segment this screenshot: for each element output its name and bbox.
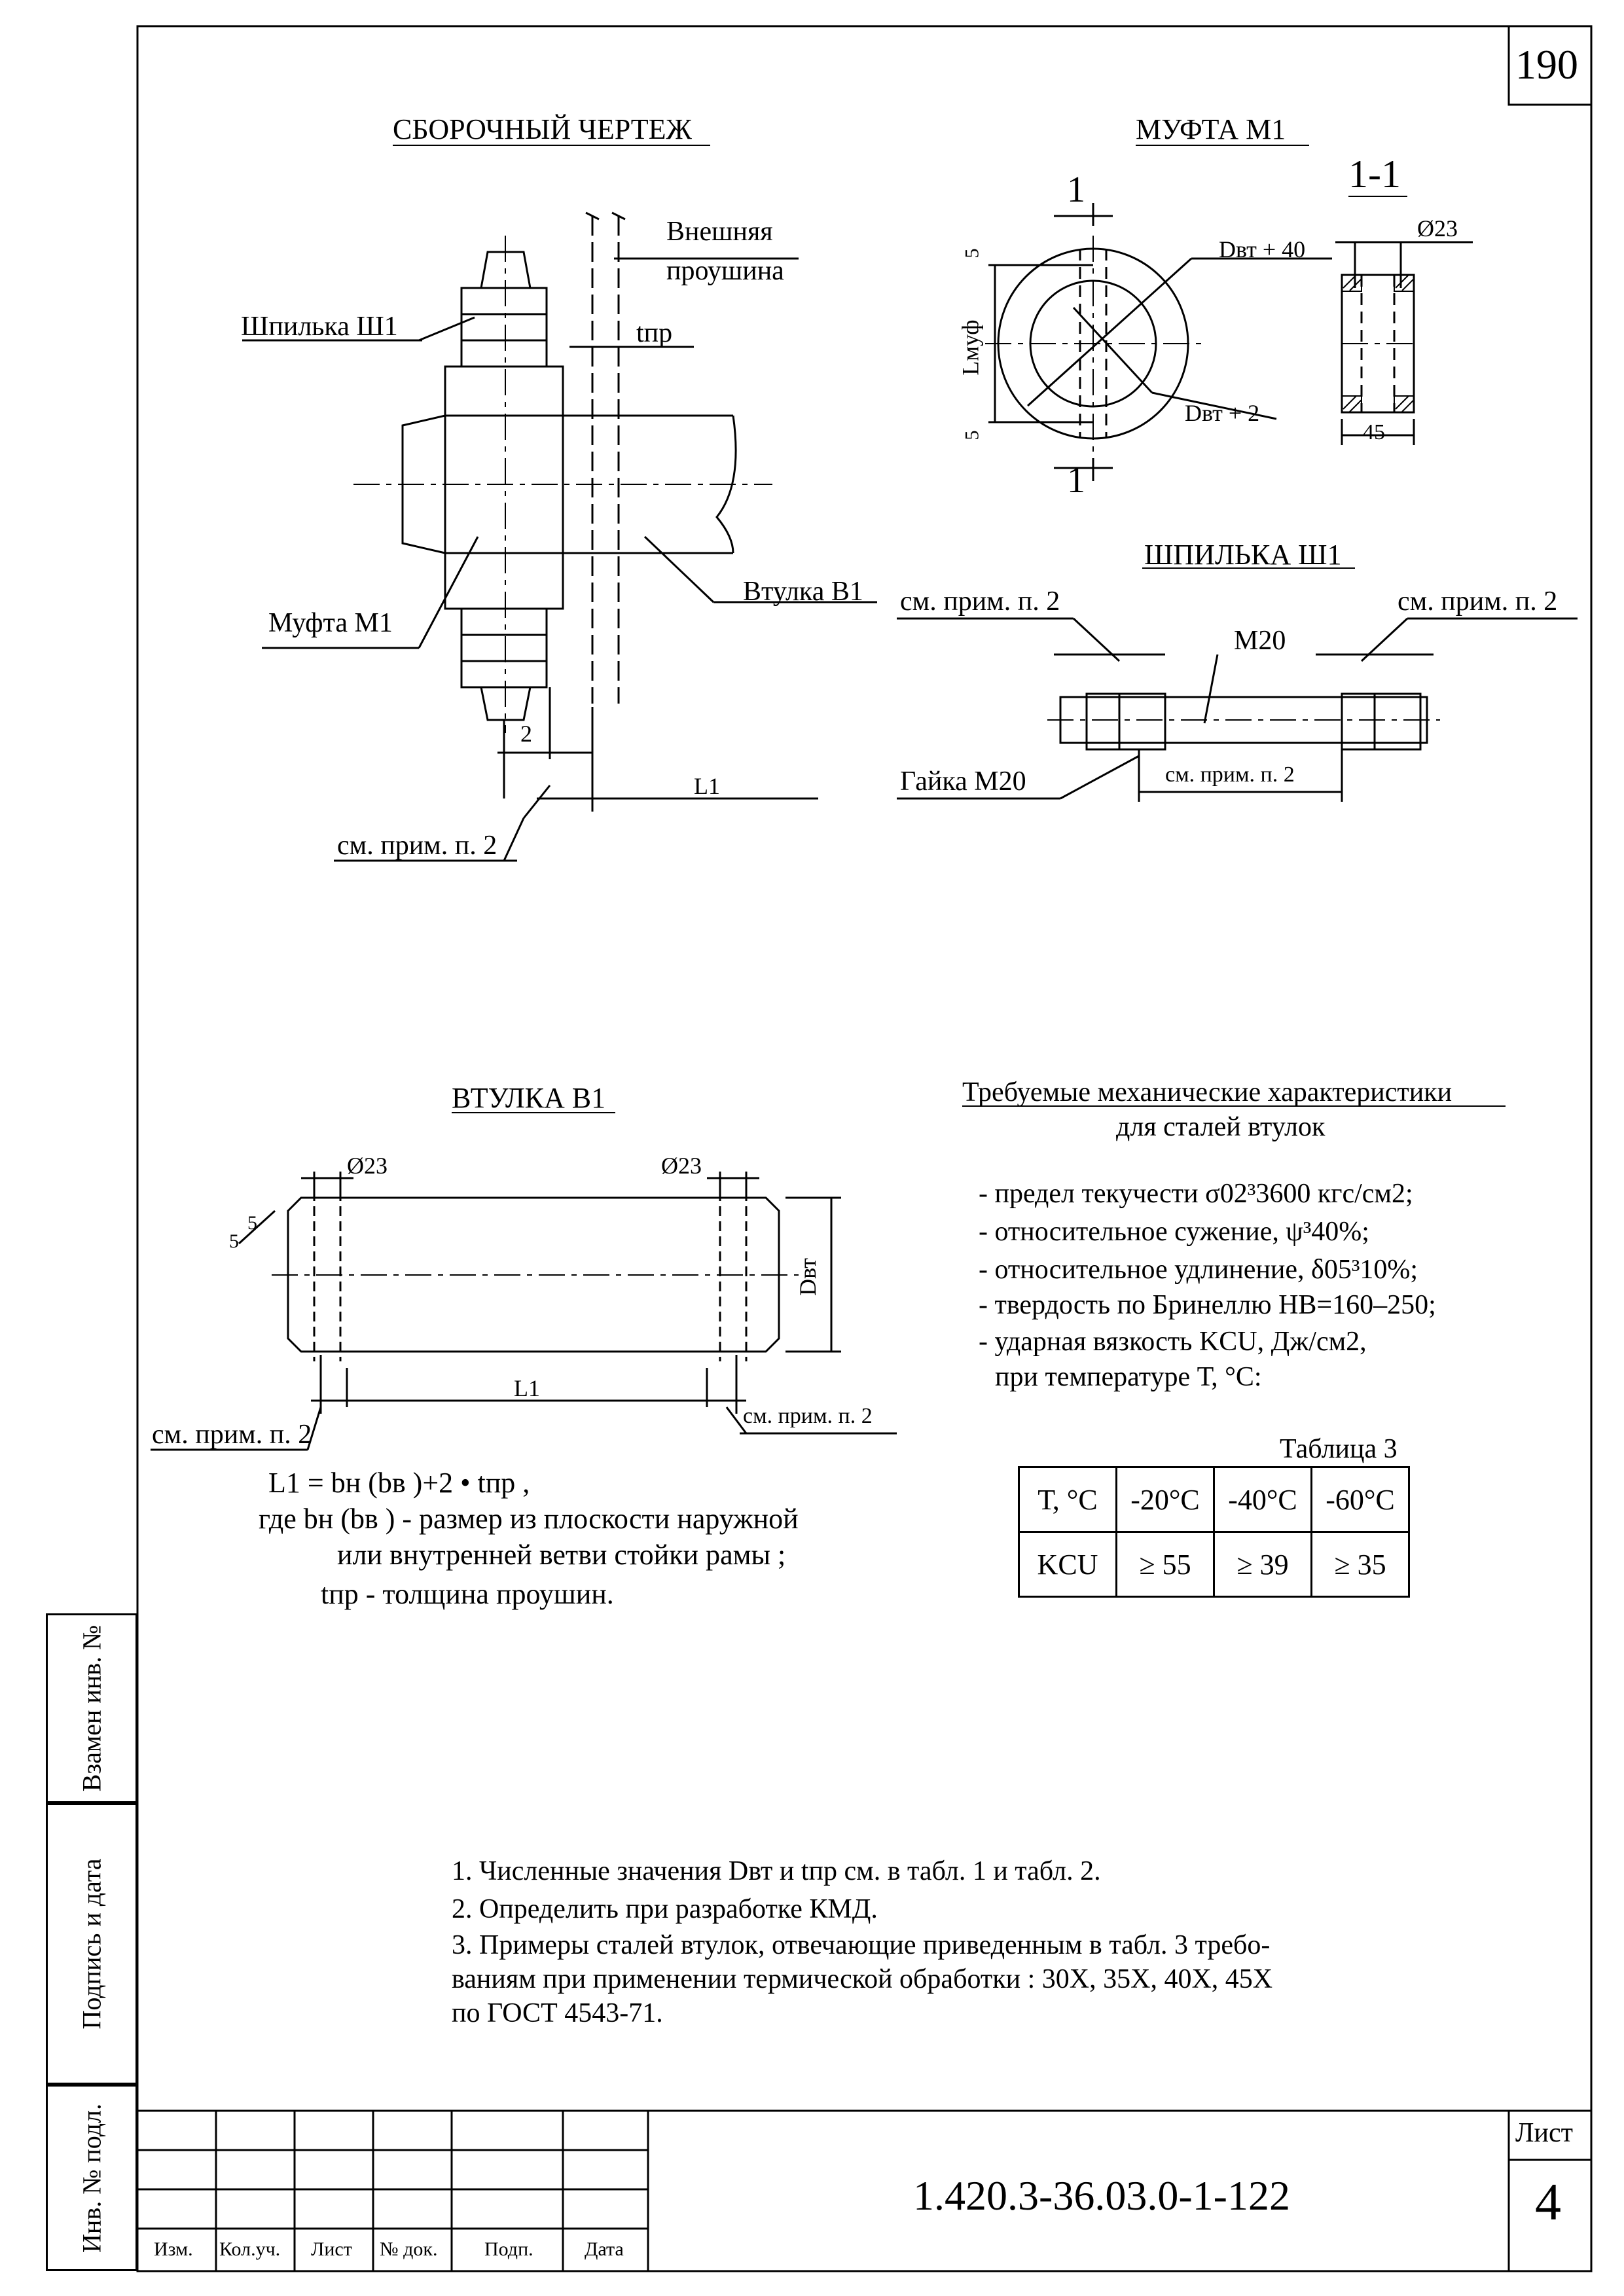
stud-note-right: см. прим. п. 2: [1398, 586, 1558, 617]
assembly-title: СБОРОЧНЫЙ ЧЕРТЕЖ: [393, 113, 692, 145]
formula-line-3: или внутренней ветви стойки рамы ;: [337, 1539, 786, 1571]
dim-l1: L1: [694, 773, 720, 799]
stud-note-left: см. прим. п. 2: [900, 586, 1060, 617]
dim-2: 2: [520, 721, 532, 747]
tb-col-izm: Изм.: [154, 2238, 193, 2260]
table-cell: -20°С: [1117, 1467, 1214, 1532]
mech-item-3: - относительное удлинение, δ05³10%;: [979, 1255, 1418, 1285]
title-underlines: [393, 145, 1506, 1113]
note-3: 3. Примеры сталей втулок, отвечающие приведенным в табл. 3 требо-: [452, 1930, 1271, 1960]
mech-item-4: - твердость по Бринеллю НВ=160–250;: [979, 1290, 1436, 1320]
table-cell: Т, °С: [1019, 1467, 1117, 1532]
assembly-note-ref: см. прим. п. 2: [337, 831, 497, 861]
table-cell: -40°С: [1214, 1467, 1312, 1532]
stamp-inv: [46, 2085, 137, 2271]
bushing-note-right: см. прим. п. 2: [743, 1404, 873, 1428]
doc-code: 1.420.3-36.03.0-1-122: [913, 2172, 1290, 2219]
hole-dia: Ø23: [1417, 215, 1458, 242]
stud-thread: М20: [1234, 626, 1286, 656]
width-45: 45: [1363, 420, 1385, 444]
coupling-title: МУФТА М1: [1136, 113, 1286, 145]
outer-lug-label-2: проушина: [666, 256, 784, 286]
d-outer: Dвт + 40: [1219, 236, 1306, 262]
cut-mark-top: 1: [1067, 170, 1085, 210]
stamp-inv-label: Инв. № подл.: [77, 2103, 107, 2253]
tpr-label: tпр: [636, 318, 673, 348]
coupling-label: Муфта М1: [268, 608, 393, 638]
note-1: 1. Численные значения Dвт и tпр см. в табл. 1 и табл. 2.: [452, 1856, 1101, 1886]
table-row: [1019, 1532, 1409, 1597]
mech-title-2: для сталей втулок: [1116, 1112, 1326, 1142]
mech-title-1: Требуемые механические характеристики: [962, 1077, 1453, 1107]
tb-col-kol: Кол.уч.: [219, 2238, 281, 2260]
mech-item-5: - ударная вязкость KCU, Дж/см2,: [979, 1327, 1367, 1357]
note-5: по ГОСТ 4543-71.: [452, 1998, 663, 2028]
mech-item-6: при температуре Т, °С:: [995, 1362, 1262, 1392]
stamp-replace: [46, 1613, 137, 1803]
l-muf: Lмуф: [957, 319, 984, 376]
table3-caption: Таблица 3: [1280, 1434, 1398, 1464]
dim-5-top: 5: [961, 248, 983, 259]
formula-line-4: tпр - толщина проушин.: [321, 1578, 614, 1610]
stamp-sign: [46, 1803, 137, 2085]
stud-note-bottom: см. прим. п. 2: [1165, 762, 1295, 787]
assembly-drawing: [242, 213, 877, 861]
note-2: 2. Определить при разработке КМД.: [452, 1894, 878, 1924]
bushing-note-left: см. прим. п. 2: [152, 1420, 312, 1450]
sheet-label: Лист: [1515, 2118, 1573, 2148]
dim-5-bottom: 5: [961, 430, 983, 440]
table-row: [1019, 1467, 1409, 1532]
bushing-title: ВТУЛКА В1: [452, 1082, 606, 1114]
nut-label: Гайка М20: [900, 766, 1026, 797]
outer-lug-label-1: Внешняя: [666, 217, 773, 247]
cut-mark-bottom: 1: [1067, 460, 1085, 501]
mech-item-2: - относительное сужение, ψ³40%;: [979, 1217, 1369, 1247]
table-cell: ≥ 39: [1214, 1532, 1312, 1597]
tb-col-doc: № док.: [380, 2238, 438, 2260]
bushing-l1: L1: [514, 1375, 540, 1401]
stamp-sign-label: Подпись и дата: [77, 1858, 107, 2030]
stamp-replace-label: Взамен инв. №: [77, 1624, 107, 1792]
mech-item-1: - предел текучести σ02³3600 кгс/см2;: [979, 1179, 1413, 1209]
bushing-dvt: Dвт: [794, 1258, 821, 1296]
table-cell: KCU: [1019, 1532, 1117, 1597]
bushing-label: Втулка В1: [743, 577, 863, 607]
tb-col-date: Дата: [585, 2238, 624, 2260]
stud-title: ШПИЛЬКА Ш1: [1144, 539, 1342, 571]
table-cell: ≥ 55: [1117, 1532, 1214, 1597]
bushing-hole-left: Ø23: [347, 1153, 388, 1179]
table-cell: ≥ 35: [1312, 1532, 1409, 1597]
page-number: 190: [1515, 41, 1578, 88]
section-title: 1-1: [1348, 152, 1401, 196]
chamfer-b: 5: [229, 1230, 239, 1252]
d-inner: Dвт + 2: [1185, 400, 1260, 426]
sheet-number: 4: [1535, 2174, 1561, 2231]
tb-col-list: Лист: [311, 2238, 352, 2260]
chamfer-a: 5: [247, 1212, 257, 1234]
stud-label: Шпилька Ш1: [241, 312, 398, 342]
tb-col-sign: Подп.: [484, 2238, 533, 2260]
table3: [1018, 1466, 1410, 1598]
note-4: ваниям при применении термической обработки : 30Х, 35Х, 40Х, 45Х: [452, 1964, 1273, 1994]
formula-line-2: где bн (bв ) - размер из плоскости наружной: [259, 1503, 799, 1535]
bushing-hole-right: Ø23: [661, 1153, 702, 1179]
formula-line-1: L1 = bн (bв )+2 • tпр ,: [268, 1467, 530, 1499]
table-cell: -60°С: [1312, 1467, 1409, 1532]
